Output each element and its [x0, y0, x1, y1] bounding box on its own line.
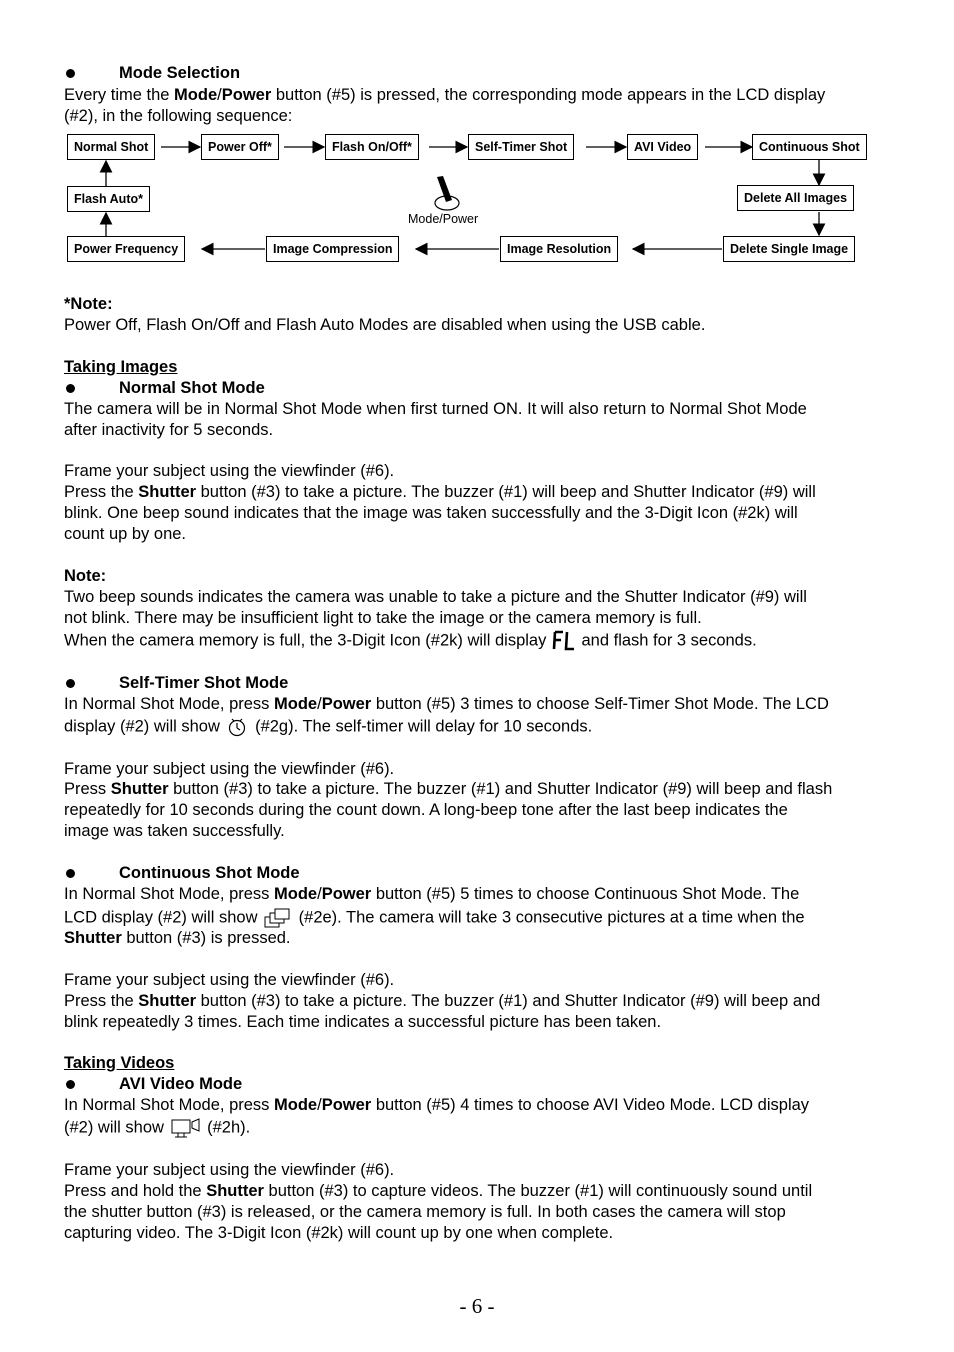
paragraph-line: count up by one. [64, 525, 187, 543]
paragraph-line: The camera will be in Normal Shot Mode when first turned ON. It will also return to Normal Shot Mode [64, 400, 807, 418]
paragraph-line: LCD display (#2) will show (#2e). The camera will take 3 consecutive pictures at a time when the [64, 907, 805, 929]
flow-box-avi-video: AVI Video [627, 134, 698, 160]
paragraph-line: display (#2) will show (#2g). The self-timer will delay for 10 seconds. [64, 716, 592, 738]
paragraph-line: after inactivity for 5 seconds. [64, 421, 274, 439]
bullet-dot [66, 1080, 75, 1089]
section-heading-taking-videos: Taking Videos [64, 1054, 175, 1072]
note-text: Power Off, Flash On/Off and Flash Auto Modes are disabled when using the USB cable. [64, 316, 706, 334]
avi-video-icon [169, 1117, 203, 1139]
bullet-dot [66, 384, 75, 393]
section-heading-taking-images: Taking Images [64, 358, 178, 376]
flow-box-delete-single-image: Delete Single Image [723, 236, 855, 262]
paragraph-line: the shutter button (#3) is released, or the camera memory is full. In both cases the camera will stop [64, 1203, 786, 1221]
manual-page: Mode Selection Every time the Mode/Power button (#5) is pressed, the corresponding mode appears in the LCD display (#2), in the following sequence: Normal Shot Power Off* Flash On/Off* Self-Timer Shot AVI Video Continuous Shot Flash Auto* Delete All Images Power Frequency Image Compression Image Resolution Delete Single Image Mode/Power *Note: Power Off, Flash On/Off and Flash Auto Modes are disabled when using the USB cable. Taking Images Normal Shot Mode The camera will be in Normal Shot Mode when first turned ON. It will also return to Normal Shot Mode after inactivity for 5 seconds. Frame your subject using the viewfinder (#6). Press the Shutter button (#3) to take a picture. The buzzer (#1) will beep and Shutter Indicator (#9) will blink. One beep sound indicates that the image was taken successfully and the 3-Digit Icon (#2k) will count up by one. Note: Two beep sounds indicates the camera was unable to take a picture and the Shutter Indicator (#9) will not blink. There may be insufficient light to take the image or the camera memory is full. When the camera memory is full, the 3-Digit Icon (#2k) will display and flash for 3 seconds. Self-Timer Shot Mode In Normal Shot Mode, press Mode/Power button (#5) 3 times to choose Self-Timer Shot Mode. The LCD display (#2) will show (#2g). The self-timer will delay for 10 seconds. Frame your subject using the viewfinder (#6). Press Shutter button (#3) to take a picture. The buzzer (#1) and Shutter Indicator (#9) will beep and flash repeatedly for 10 seconds during the count down. A long-beep tone after the last beep indicates the image was taken successfully. Continuous Shot Mode In Normal Shot Mode, press Mode/Power button (#5) 5 times to choose Continuous Shot Mode. The LCD display (#2) will show (#2e). The camera will take 3 consecutive pictures at a time when the Shutter button (#3) is pressed. Frame your subject using the viewfinder (#6). Press the Shutter button (#3) to take a picture. The buzzer (#1) and Shutter Indicator (#9) will beep and blink repeatedly 3 times. Each time indicates a successful picture has been taken. Taking Videos AVI Video Mode In Normal Shot Mode, press Mode/Power button (#5) 4 times to choose AVI Video Mode. LCD display (#2) will show (#2h). Frame your subject using the viewfinder (#6). Press and hold the Shutter button (#3) to capture videos. The buzzer (#1) will continuously sound until the shutter button (#3) is released, or the camera memory is full. In both cases the camera will stop capturing video. The 3-Digit Icon (#2k) will count up by one when complete. - 6 - [0, 0, 954, 1352]
flow-box-flash-auto: Flash Auto* [67, 186, 150, 212]
bullet-dot [66, 679, 75, 688]
flow-box-image-compression: Image Compression [266, 236, 399, 262]
paragraph-line: not blink. There may be insufficient light to take the image or the camera memory is full. [64, 609, 702, 627]
paragraph-line: Press Shutter button (#3) to take a picture. The buzzer (#1) and Shutter Indicator (#9) will beep and flash [64, 780, 833, 798]
flow-box-delete-all-images: Delete All Images [737, 185, 854, 211]
page-number: - 6 - [459, 1294, 495, 1318]
paragraph-line: Frame your subject using the viewfinder (#6). [64, 760, 395, 778]
flow-box-power-off: Power Off* [201, 134, 279, 160]
continuous-shot-icon [262, 907, 294, 929]
paragraph-line: Shutter button (#3) is pressed. [64, 929, 291, 947]
paragraph-line: image was taken successfully. [64, 822, 285, 840]
paragraph-line: Press and hold the Shutter button (#3) to capture videos. The buzzer (#1) will continuously sound until [64, 1182, 813, 1200]
full-fl-icon [551, 630, 577, 652]
paragraph-line: When the camera memory is full, the 3-Digit Icon (#2k) will display and flash for 3 seconds. [64, 630, 757, 652]
paragraph-line: repeatedly for 10 seconds during the count down. A long-beep tone after the last beep indicates the [64, 801, 788, 819]
mode-power-label: Mode/Power [408, 212, 479, 226]
flow-box-flash-on-off: Flash On/Off* [325, 134, 419, 160]
flow-box-continuous-shot: Continuous Shot [752, 134, 867, 160]
flow-box-image-resolution: Image Resolution [500, 236, 618, 262]
paragraph-line: In Normal Shot Mode, press Mode/Power button (#5) 3 times to choose Self-Timer Shot Mode. The LCD [64, 695, 829, 713]
flow-box-normal-shot: Normal Shot [67, 134, 155, 160]
note-title: *Note: [64, 295, 113, 313]
bullet-dot [66, 869, 75, 878]
paragraph-line: (#2), in the following sequence: [64, 107, 293, 125]
note-title: Note: [64, 567, 107, 585]
paragraph-line: Two beep sounds indicates the camera was unable to take a picture and the Shutter Indicator (#9) will [64, 588, 807, 606]
paragraph-line: blink. One beep sound indicates that the image was taken successfully and the 3-Digit Icon (#2k) will [64, 504, 798, 522]
paragraph-line: Frame your subject using the viewfinder (#6). [64, 971, 395, 989]
paragraph-line: Press the Shutter button (#3) to take a picture. The buzzer (#1) will beep and Shutter Indicator (#9) will [64, 483, 816, 501]
mode-power-button-icon [435, 176, 459, 210]
paragraph-line: Frame your subject using the viewfinder (#6). [64, 1161, 395, 1179]
paragraph-line: capturing video. The 3-Digit Icon (#2k) will count up by one when complete. [64, 1224, 614, 1242]
paragraph-line: (#2) will show (#2h). [64, 1117, 250, 1139]
self-timer-icon [224, 716, 250, 738]
flow-box-power-frequency: Power Frequency [67, 236, 185, 262]
paragraph-line: Press the Shutter button (#3) to take a picture. The buzzer (#1) and Shutter Indicator (#9) will beep and [64, 992, 821, 1010]
paragraph-line: Frame your subject using the viewfinder (#6). [64, 462, 395, 480]
flow-box-self-timer-shot: Self-Timer Shot [468, 134, 574, 160]
paragraph-line: In Normal Shot Mode, press Mode/Power button (#5) 4 times to choose AVI Video Mode. LCD display [64, 1096, 810, 1114]
paragraph-line: blink repeatedly 3 times. Each time indicates a successful picture has been taken. [64, 1013, 662, 1031]
paragraph-line: Every time the Mode/Power button (#5) is pressed, the corresponding mode appears in the LCD display [64, 86, 826, 104]
section-heading: Mode Selection [119, 64, 241, 82]
paragraph-line: In Normal Shot Mode, press Mode/Power button (#5) 5 times to choose Continuous Shot Mode. The [64, 885, 800, 903]
